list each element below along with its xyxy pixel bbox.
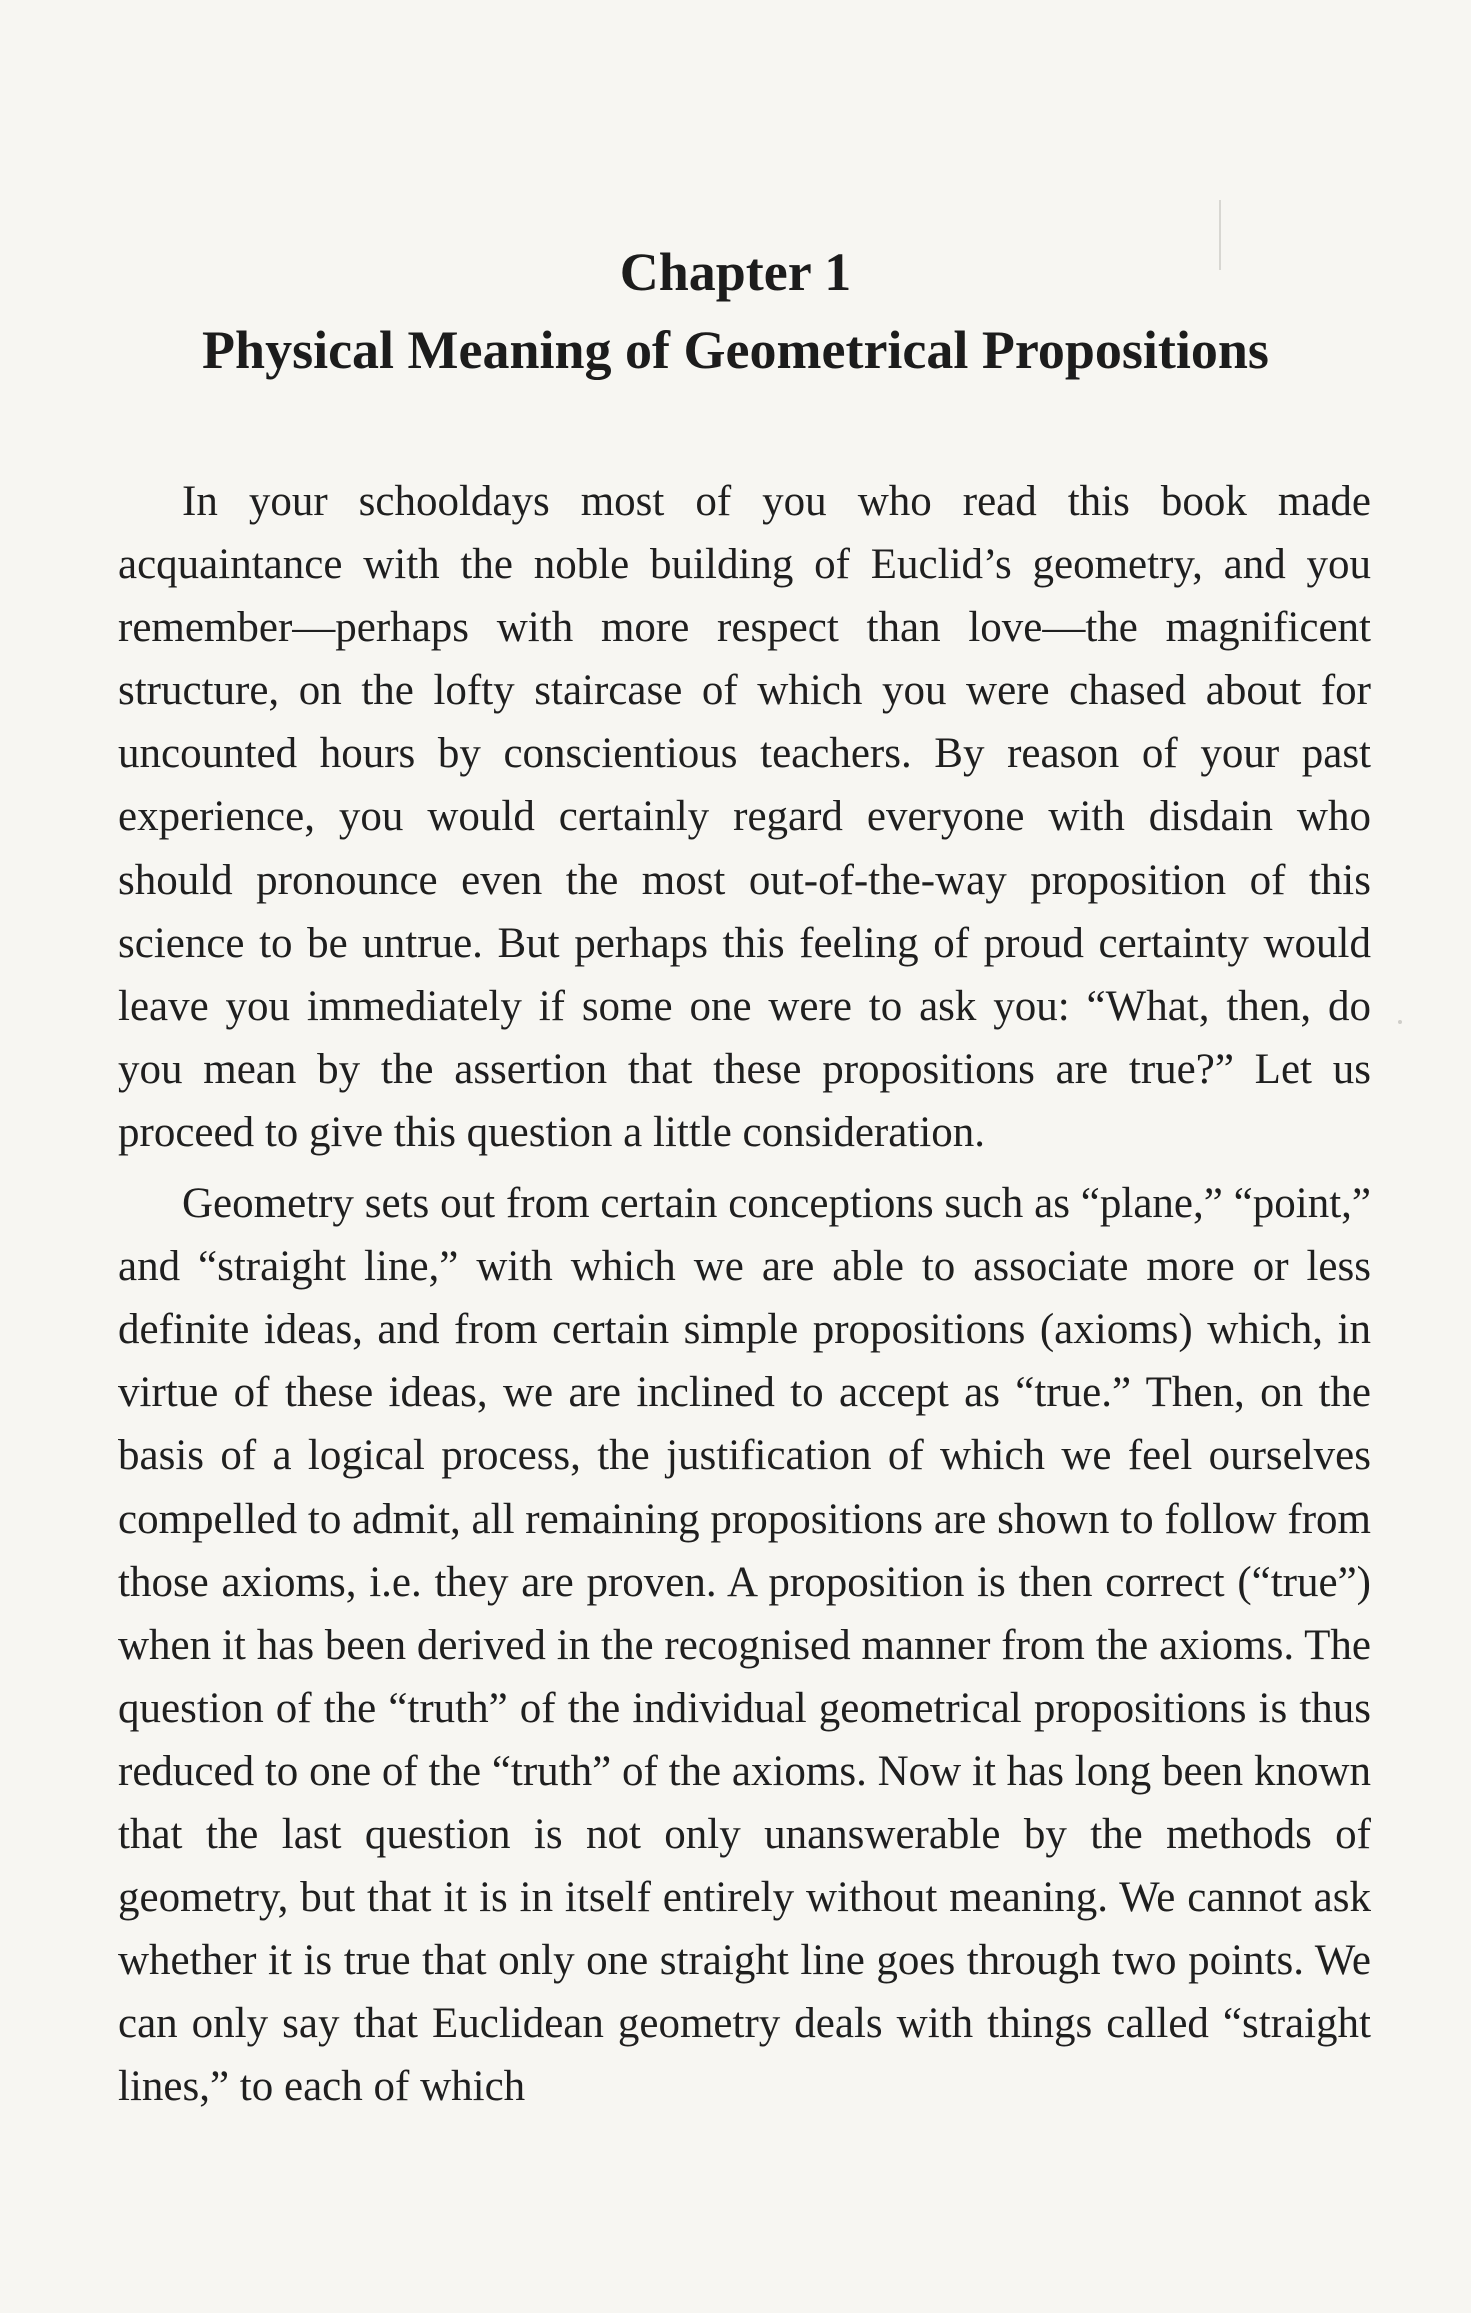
scan-artifact [1398, 1020, 1402, 1024]
chapter-body [118, 470, 1371, 2126]
paragraph-2: Geometry sets out from certain conceptions such as “plane,” “point,” and “straight line,” with which we are able to associate more or less definite ideas, and from certain simple propositions (axioms) which, in virtue of these ideas, we are inclined to accept as “true.” Then, on the basis of a logical process, the justification of which we feel ourselves compelled to admit, all remaining propositions are shown to follow from those axioms, i.e. they are proven. A proposition is then correct (“true”) when it has been derived in the recognised manner from the axioms. The question of the “truth” of the individual geometrical propositions is thus reduced to one of the “truth” of the axioms. Now it has long been known that the last question is not only unanswerable by the methods of geometry, but that it is in itself entirely without meaning. We cannot ask whether it is true that only one straight line goes through two points. We can only say that Euclidean geometry deals with things called “straight lines,” to each of which [118, 1180, 1371, 2111]
chapter-number: Chapter 1 [619, 242, 852, 302]
chapter-title: Physical Meaning of Geometrical Propositions [202, 320, 1269, 380]
paragraph-1: In your schooldays most of you who read this book made acquaintance with the noble building of Euclid’s geometry, and you remember—perhaps with more respect than love—the magnificent structure, on the lofty staircase of which you were chased about for uncounted hours by conscientious teachers. By reason of your past experience, you would certainly regard everyone with disdain who should pronounce even the most out-of-the-way proposition of this science to be untrue. But perhaps this feeling of proud certainty would leave you immediately if some one were to ask you: “What, then, do you mean by the assertion that these propositions are true?” Let us proceed to give this question a little consideration. [118, 478, 1371, 1156]
